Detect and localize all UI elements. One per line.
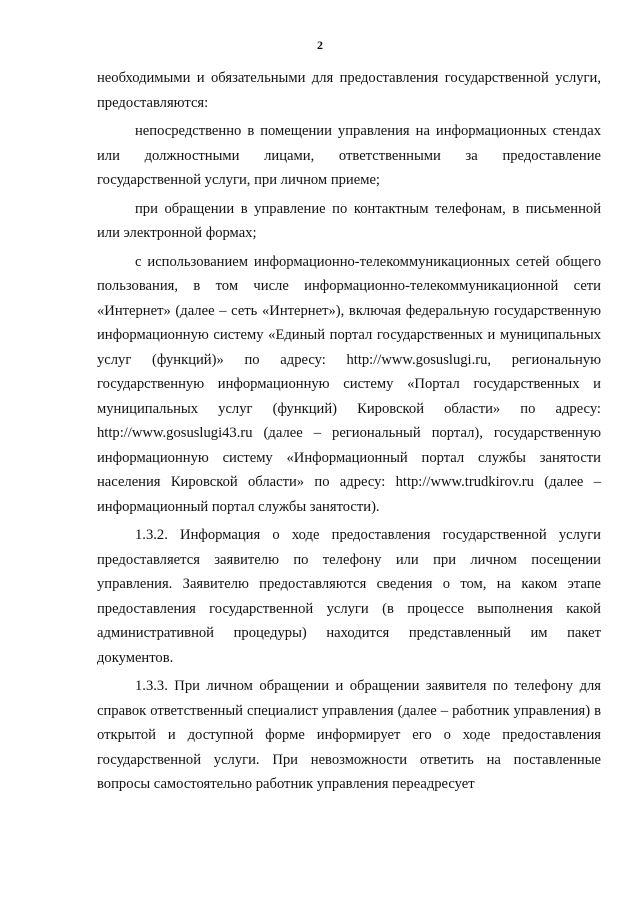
paragraph-phone-written: при обращении в управление по контактным телефонам, в письменной или электронной формах; xyxy=(97,200,601,241)
paragraph-1-3-3: 1.3.3. При личном обращении и обращении заявителя по телефону для справок ответственный специалист управления (далее – работник управления) в открытой и доступной форме информирует его о ходе предоставления государственной услуги. При невозможности ответить на поставленные вопросы самостоятельно работник управления переадресует xyxy=(97,678,601,792)
paragraph-continuation: необходимыми и обязательными для предоставления государственной услуги, предоставляются: xyxy=(97,70,601,111)
paragraph-internet: с использованием информационно-телекоммуникационных сетей общего пользования, в том числе информационно-телекоммуникационной сети «Интернет» (далее – сеть «Интернет»), включая федеральную государственную информационную систему «Единый портал государственных и муниципальных услуг (функций)» по адресу: http://www.gosuslugi.ru, региональную государственную информационную систему «Портал государственных и муниципальных услуг (функций) Кировской области» по адресу: http://www.gosuslugi43.ru (далее – региональный портал), государственную информационную систему «Информационный портал службы занятости населения Кировской области» по адресу: http://www.trudkirov.ru (далее – информационный портал службы занятости). xyxy=(97,253,601,515)
document-body xyxy=(97,66,601,797)
paragraph-info-stands: непосредственно в помещении управления на информационных стендах или должностными лицами, ответственными за предоставление государственной услуги, при личном приеме; xyxy=(97,123,601,188)
page-number: 2 xyxy=(317,38,323,52)
paragraph-1-3-2: 1.3.2. Информация о ходе предоставления государственной услуги предоставляется заявителю по телефону или при личном посещении управления. Заявителю предоставляются сведения о том, на каком этапе предоставления государственной услуги (в процессе выполнения какой административной процедуры) находится представленный им пакет документов. xyxy=(97,527,601,666)
